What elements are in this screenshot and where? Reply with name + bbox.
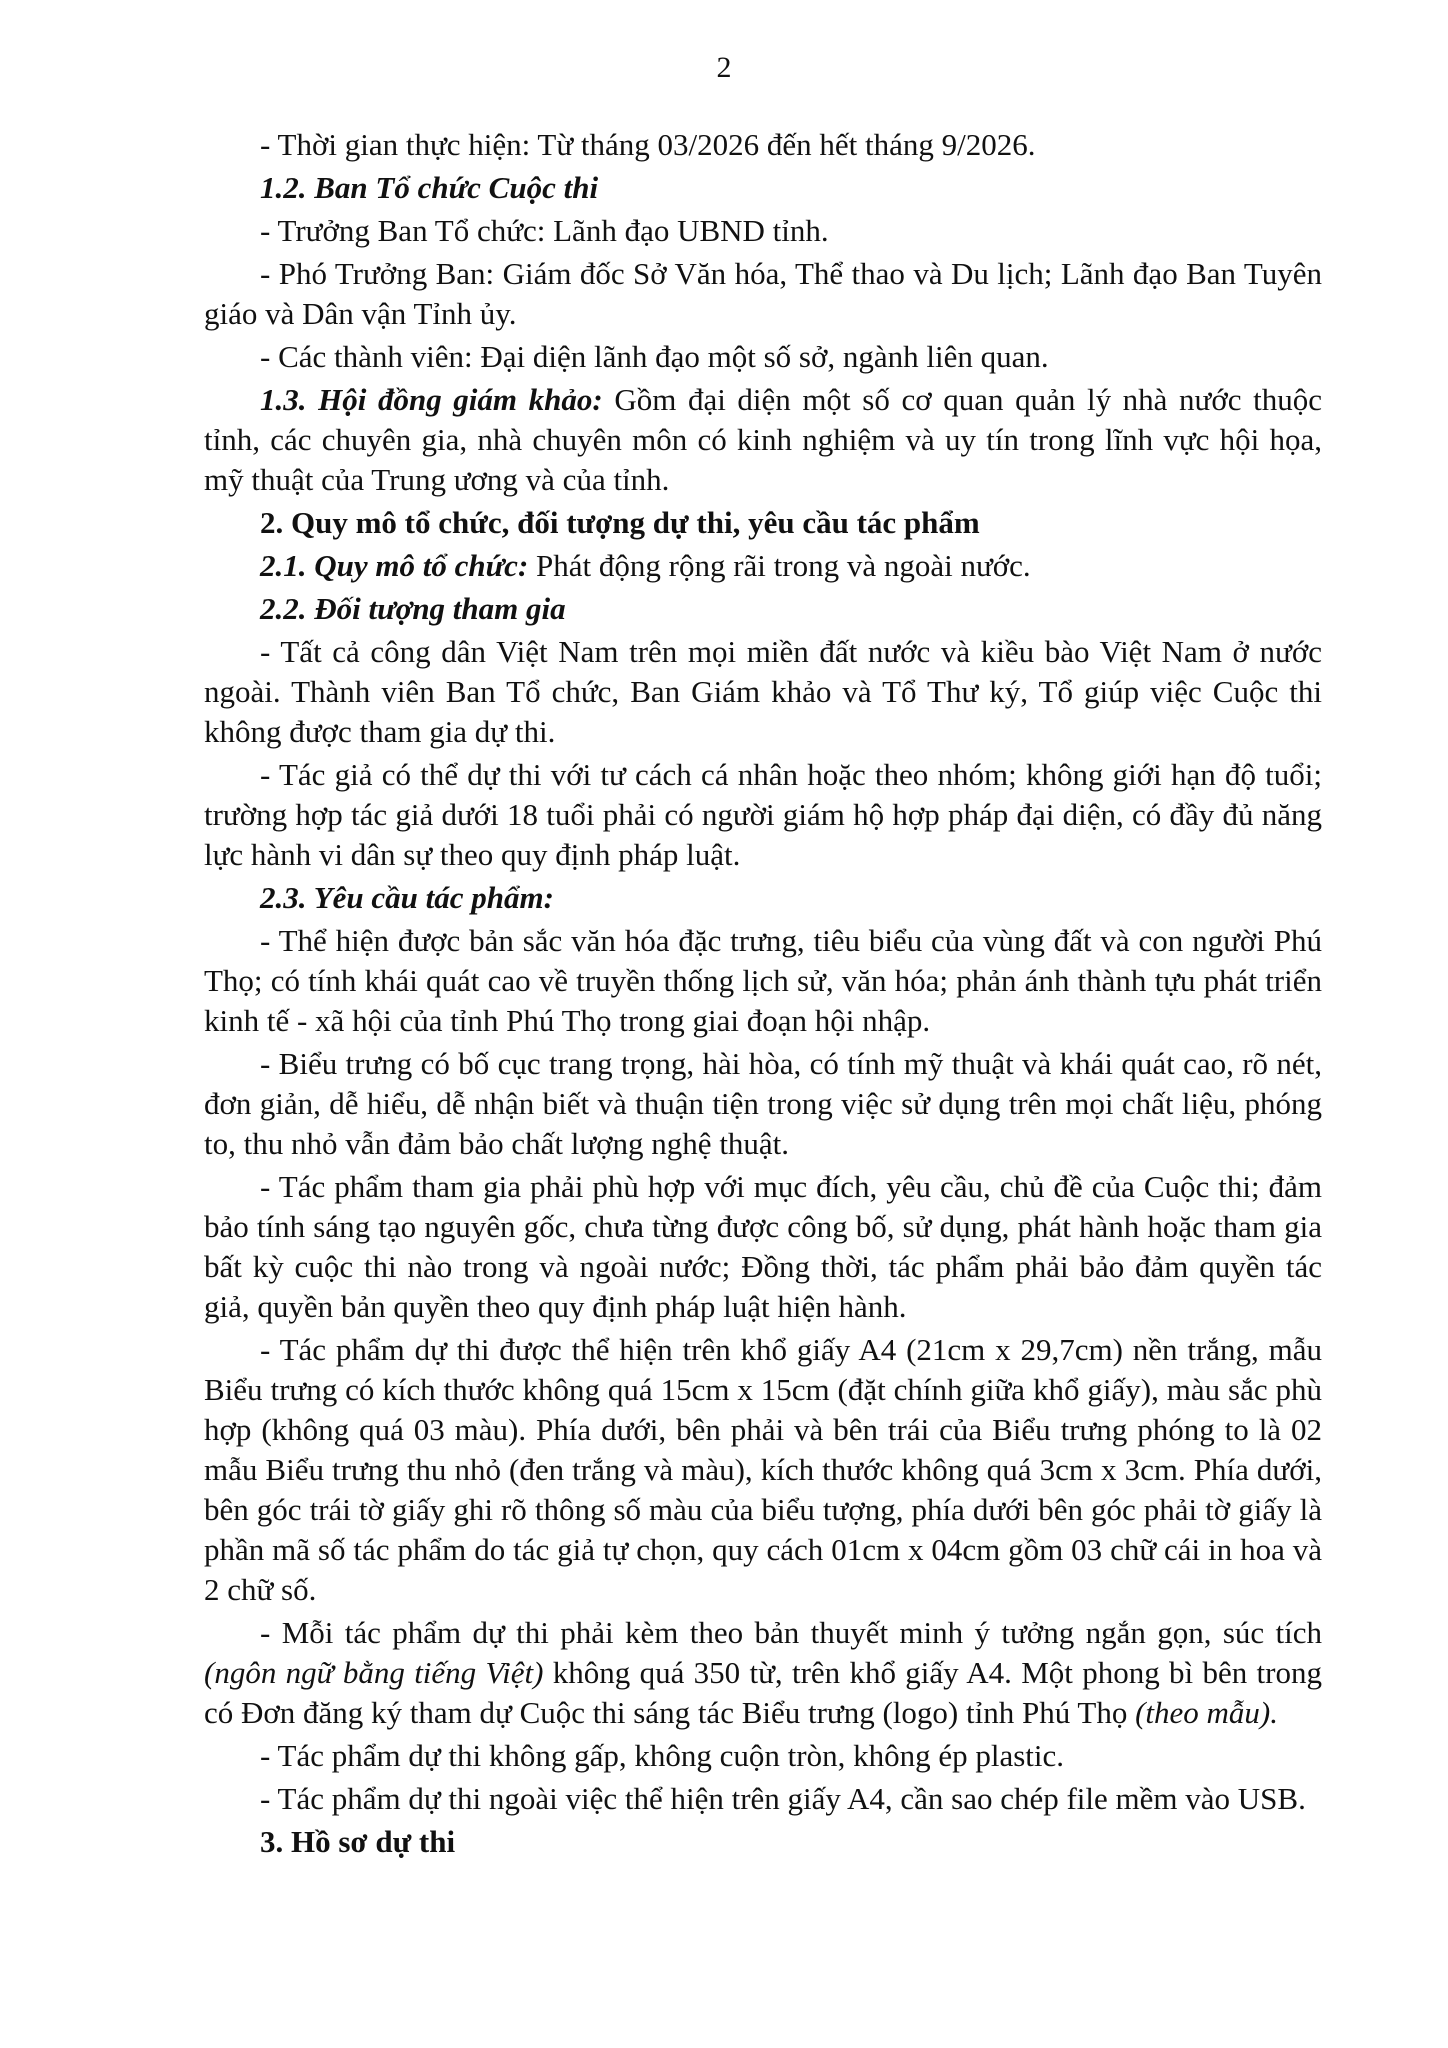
paragraph-no-fold: - Tác phẩm dự thi không gấp, không cuộn tròn, không ép plastic. [260, 1738, 1065, 1773]
paragraph-jury [204, 380, 1322, 500]
jury-text: Gồm đại diện một số cơ quan quản lý nhà nước thuộc tỉnh, các chuyên gia, nhà chuyên môn có kinh nghiệm và uy tín trong lĩnh vực hội họa, mỹ thuật của Trung ương và của tỉnh. [204, 382, 1322, 497]
paragraph-head-of-committee: - Trưởng Ban Tổ chức: Lãnh đạo UBND tỉnh. [260, 213, 829, 248]
heading-2-1: 2.1. Quy mô tổ chức: [260, 548, 529, 583]
explanation-language-note: (ngôn ngữ bằng tiếng Việt) [204, 1655, 544, 1690]
paragraph-scale [204, 546, 1322, 586]
heading-3: 3. Hồ sơ dự thi [260, 1824, 456, 1859]
explanation-text-1: - Mỗi tác phẩm dự thi phải kèm theo bản thuyết minh ý tưởng ngắn gọn, súc tích [260, 1615, 1322, 1650]
heading-2-3: 2.3. Yêu cầu tác phẩm: [260, 880, 554, 915]
paragraph-members: - Các thành viên: Đại diện lãnh đạo một số sở, ngành liên quan. [260, 339, 1049, 374]
explanation-text-2: không quá 350 từ, trên khổ giấy A4. Một phong bì bên trong có Đơn đăng ký tham dự Cuộc thi sáng tác Biểu trưng (logo) tỉnh Phú Thọ [204, 1655, 1322, 1730]
scale-text: Phát động rộng rãi trong và ngoài nước. [528, 548, 1031, 583]
heading-1-3: 1.3. Hội đồng giám khảo: [260, 382, 603, 417]
heading-2-2: 2.2. Đối tượng tham gia [260, 591, 566, 626]
paragraph-usb: - Tác phẩm dự thi ngoài việc thể hiện trên giấy A4, cần sao chép file mềm vào USB. [260, 1781, 1306, 1816]
page-number: 2 [716, 51, 732, 84]
paragraph-time: - Thời gian thực hiện: Từ tháng 03/2026 đến hết tháng 9/2026. [260, 127, 1036, 162]
paragraph-authors: - Tác giả có thể dự thi với tư cách cá nhân hoặc theo nhóm; không giới hạn độ tuổi; trường hợp tác giả dưới 18 tuổi phải có người giám hộ hợp pháp đại diện, có đầy đủ năng lực hành vi dân sự theo quy định pháp luật. [204, 757, 1322, 872]
paragraph-deputy-head: - Phó Trưởng Ban: Giám đốc Sở Văn hóa, Thể thao và Du lịch; Lãnh đạo Ban Tuyên giáo và Dân vận Tỉnh ủy. [204, 256, 1322, 331]
heading-2: 2. Quy mô tổ chức, đối tượng dự thi, yêu cầu tác phẩm [260, 505, 980, 540]
paragraph-cultural-identity: - Thể hiện được bản sắc văn hóa đặc trưng, tiêu biểu của vùng đất và con người Phú Thọ; có tính khái quát cao về truyền thống lịch sử, văn hóa; phản ánh thành tựu phát triển kinh tế - xã hội của tỉnh Phú Thọ trong giai đoạn hội nhập. [204, 923, 1322, 1038]
document-body [204, 125, 1322, 1865]
paragraph-participants: - Tất cả công dân Việt Nam trên mọi miền đất nước và kiều bào Việt Nam ở nước ngoài. Thành viên Ban Tổ chức, Ban Giám khảo và Tổ Thư ký, Tổ giúp việc Cuộc thi không được tham gia dự thi. [204, 634, 1322, 749]
paragraph-format: - Tác phẩm dự thi được thể hiện trên khổ giấy A4 (21cm x 29,7cm) nền trắng, mẫu Biểu trưng có kích thước không quá 15cm x 15cm (đặt chính giữa khổ giấy), màu sắc phù hợp (không quá 03 màu). Phía dưới, bên phải và bên trái của Biểu trưng phóng to là 02 mẫu Biểu trưng thu nhỏ (đen trắng và màu), kích thước không quá 3cm x 3cm. Phía dưới, bên góc trái tờ giấy ghi rõ thông số màu của biểu tượng, phía dưới bên góc phải tờ giấy là phần mã số tác phẩm do tác giả tự chọn, quy cách 01cm x 04cm gồm 03 chữ cái in hoa và 2 chữ số. [204, 1332, 1322, 1607]
paragraph-logo-layout: - Biểu trưng có bố cục trang trọng, hài hòa, có tính mỹ thuật và khái quát cao, rõ nét, đơn giản, dễ hiểu, dễ nhận biết và thuận tiện trong việc sử dụng trên mọi chất liệu, phóng to, thu nhỏ vẫn đảm bảo chất lượng nghệ thuật. [204, 1046, 1322, 1161]
paragraph-originality: - Tác phẩm tham gia phải phù hợp với mục đích, yêu cầu, chủ đề của Cuộc thi; đảm bảo tính sáng tạo nguyên gốc, chưa từng được công bố, sử dụng, phát hành hoặc tham gia bất kỳ cuộc thi nào trong và ngoài nước; Đồng thời, tác phẩm phải bảo đảm quyền tác giả, quyền bản quyền theo quy định pháp luật hiện hành. [204, 1169, 1322, 1324]
paragraph-explanation [204, 1613, 1322, 1733]
explanation-form-note: (theo mẫu). [1135, 1695, 1278, 1730]
heading-1-2: 1.2. Ban Tổ chức Cuộc thi [260, 170, 599, 205]
